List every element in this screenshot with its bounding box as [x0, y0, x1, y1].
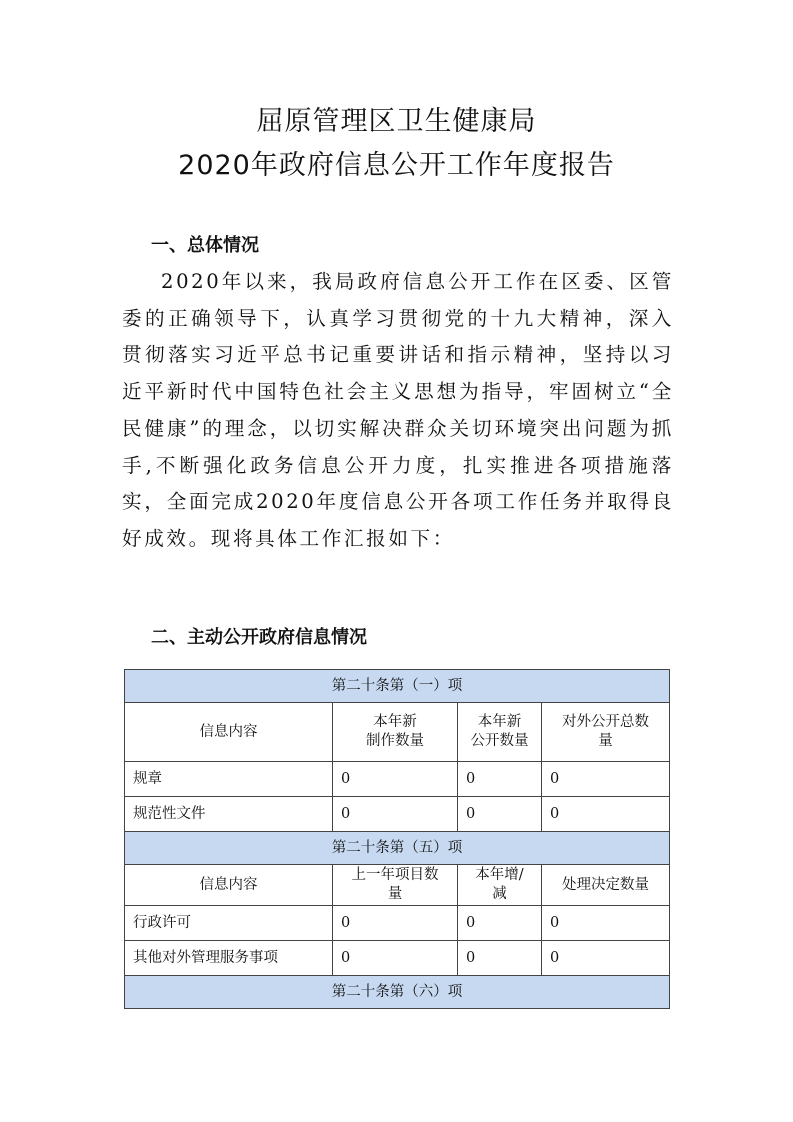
table-row: [125, 762, 670, 797]
column-header: [458, 865, 542, 906]
overview-paragraph: 2020年以来，我局政府信息公开工作在区委、区管委的正确领导下，认真学习贯彻党的十九大精神，深入贯彻落实习近平总书记重要讲话和指示精神，坚持以习近平新时代中国特色社会主义思想为指导，牢固树立“全民健康”的理念，以切实解决群众关切环境突出问题为抓手,不断强化政务信息公开力度，扎实推进各项措施落实，全面完成2020年度信息公开各项工作任务并取得良好成效。现将具体工作汇报如下：: [122, 270, 674, 550]
cell-value: 0: [542, 941, 670, 976]
cell-value: 0: [333, 762, 458, 797]
column-header: 信息内容: [125, 865, 333, 906]
document-title-line2: 2020年政府信息公开工作年度报告: [178, 150, 615, 181]
table-row: [125, 941, 670, 976]
cell-value: 0: [542, 762, 670, 797]
cell-value: 0: [458, 941, 542, 976]
table-section-row: [125, 670, 670, 703]
table-header-row: [125, 703, 670, 762]
cell-value: 0: [333, 941, 458, 976]
column-header: [333, 865, 458, 906]
header-text: 本年新 制作数量: [366, 714, 424, 749]
header-text: 上一年项目数 量: [351, 867, 439, 902]
table-section-row: [125, 976, 670, 1009]
cell-value: 0: [542, 797, 670, 832]
document-title-line1: 屈原管理区卫生健康局: [256, 106, 537, 137]
header-text: 本年增/ 减: [475, 867, 524, 902]
row-label: 规章: [125, 762, 333, 797]
table-section-row: [125, 832, 670, 865]
header-text: 对外公开总数 量: [562, 714, 649, 749]
disclosure-table: [124, 669, 670, 1009]
cell-value: 0: [333, 906, 458, 941]
column-header: [458, 703, 542, 762]
cell-value: 0: [458, 797, 542, 832]
column-header: [542, 703, 670, 762]
header-text: 本年新 公开数量: [470, 714, 529, 749]
table-row: [125, 797, 670, 832]
column-header: 信息内容: [125, 703, 333, 762]
section-label: 第二十条第（五）项: [125, 832, 670, 865]
section-label: 第二十条第（六）项: [125, 976, 670, 1009]
cell-value: 0: [542, 906, 670, 941]
row-label: 规范性文件: [125, 797, 333, 832]
section-heading-disclosure: 二、主动公开政府信息情况: [151, 627, 367, 648]
cell-value: 0: [333, 797, 458, 832]
column-header: [333, 703, 458, 762]
section-heading-overview: 一、总体情况: [151, 235, 259, 256]
cell-value: 0: [458, 906, 542, 941]
column-header: 处理决定数量: [542, 865, 670, 906]
table-row: [125, 906, 670, 941]
row-label: 行政许可: [125, 906, 333, 941]
table-header-row: [125, 865, 670, 906]
section-label: 第二十条第（一）项: [125, 670, 670, 703]
row-label: 其他对外管理服务事项: [125, 941, 333, 976]
cell-value: 0: [458, 762, 542, 797]
